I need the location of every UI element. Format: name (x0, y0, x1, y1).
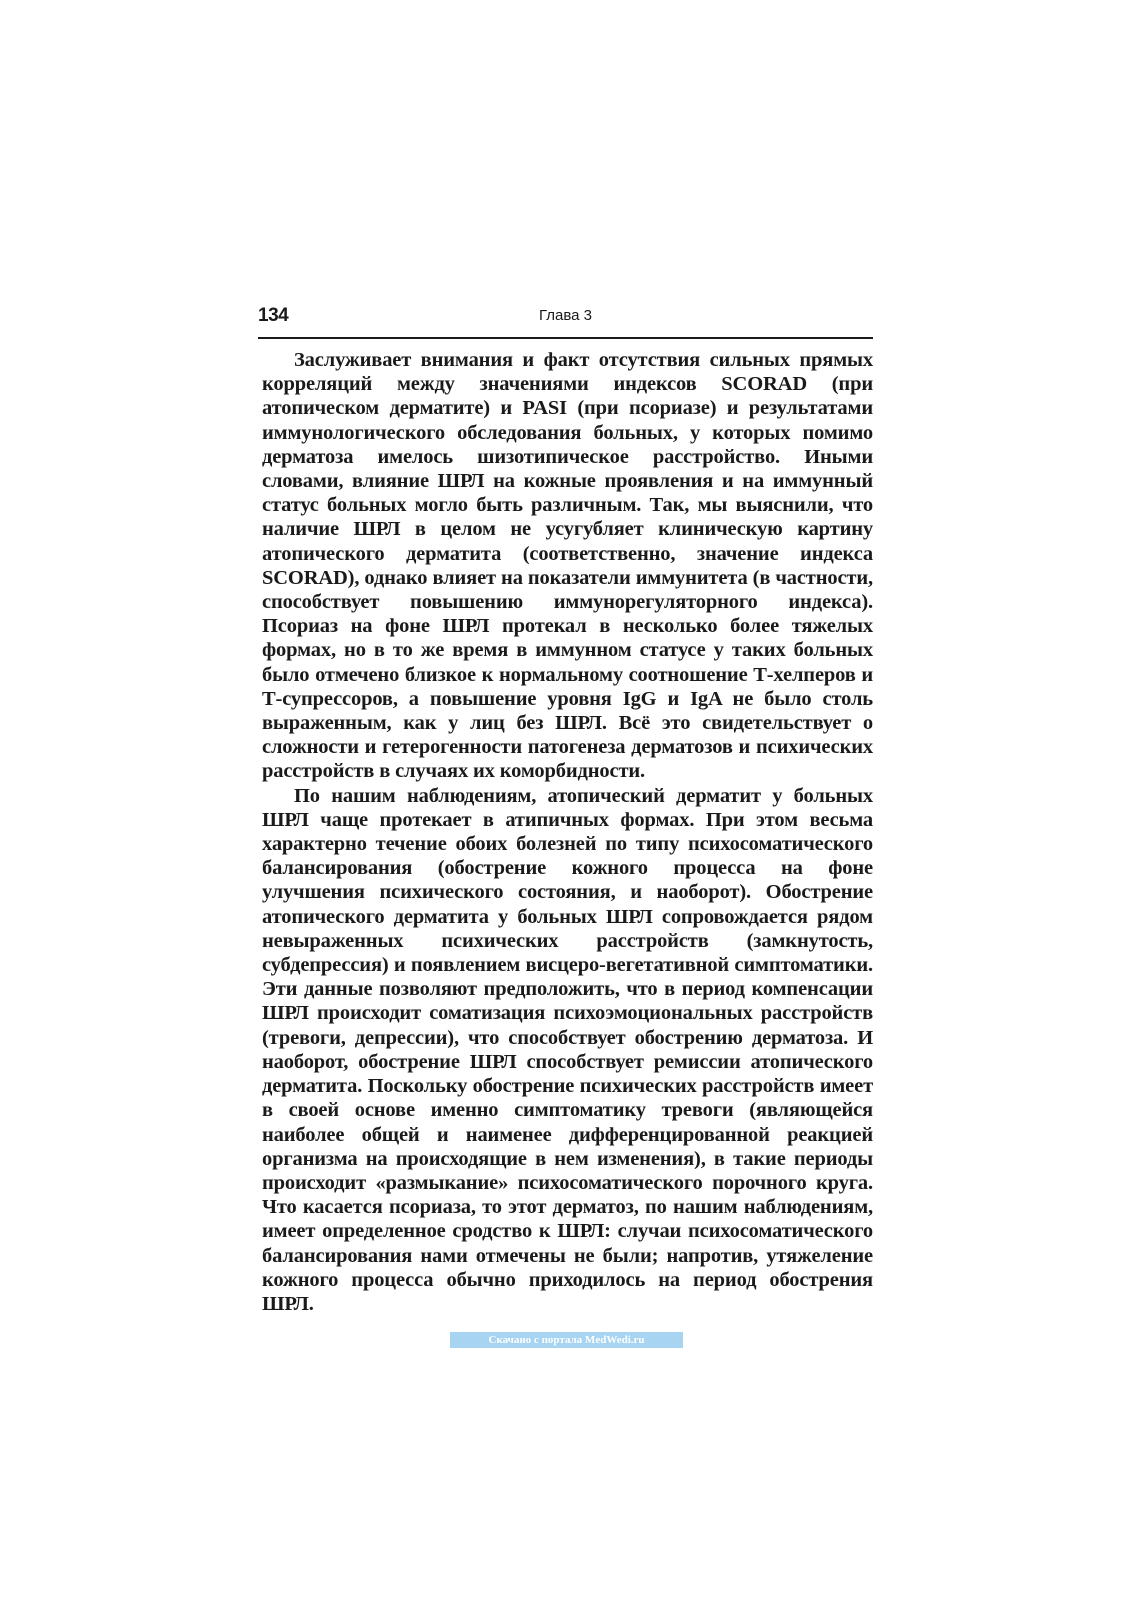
chapter-title: Глава 3 (538, 307, 593, 324)
running-header (258, 303, 873, 339)
paragraph-1: Заслуживает внимания и факт отсутствия сильных прямых корреляций между значениями индексов SCORAD (при атопическом дерматите) и PASI (при псориазе) и результатами иммунологического обследования больных, у которых помимо дерматоза имелось шизотипическое расстройство. Иными словами, влияние ШРЛ на кожные проявления и на иммунный статус больных могло быть различным. Так, мы выяснили, что наличие ШРЛ в целом не усугубляет клиническую картину атопического дерматита (соответственно, значение индекса SCORAD), однако влияет на показатели иммунитета (в частности, способствует повышению иммунорегуляторного индекса). Псориаз на фоне ШРЛ протекал в несколько более тяжелых формах, но в то же время в иммунном статусе у таких больных было отмечено близкое к нормальному соотношение Т-хелперов и Т-супрессоров, а повышение уровня IgG и IgA не было столь выраженным, как у лиц без ШРЛ. Всё это свидетельствует о сложности и гетерогенности патогенеза дерматозов и психических расстройств в случаях их коморбидности. (262, 349, 873, 783)
watermark-banner: Скачано с портала MedWedi.ru (450, 1332, 683, 1348)
body-text (262, 348, 873, 1316)
paragraph-2: По нашим наблюдениям, атопический дерматит у больных ШРЛ чаще протекает в атипичных формах. При этом весьма характерно течение обоих болезней по типу психосоматического балансирования (обострение кожного процесса на фоне улучшения психического состояния, и наоборот). Обострение атопического дерматита у больных ШРЛ сопровождается рядом невыраженных психических расстройств (замкнутость, субдепрессия) и появлением висцеро-вегетативной симптоматики. Эти данные позволяют предположить, что в период компенсации ШРЛ происходит соматизация психоэмоциональных расстройств (тревоги, депрессии), что способствует обострению дерматоза. И наоборот, обострение ШРЛ способствует ремиссии атопического дерматита. Поскольку обострение психических расстройств имеет в своей основе именно симптоматику тревоги (являющейся наиболее общей и наименее дифференцированной реакцией организма на происходящие в нем изменения), в такие периоды происходит «размыкание» психосоматического порочного круга. Что касается псориаза, то этот дерматоз, по нашим наблюдениям, имеет определенное сродство к ШРЛ: случаи психосоматического балансирования нами отмечены не были; напротив, утяжеление кожного процесса обычно приходилось на период обострения ШРЛ. (262, 784, 873, 1315)
page-number: 134 (258, 305, 289, 326)
